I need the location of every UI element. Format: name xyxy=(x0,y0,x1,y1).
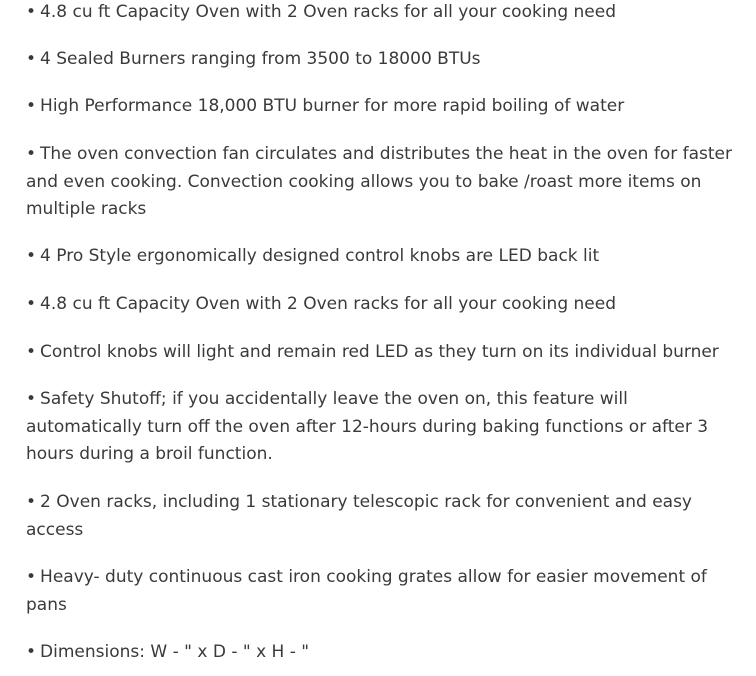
bullet: • xyxy=(26,246,37,266)
bullet: • xyxy=(26,294,37,314)
bullet: • xyxy=(26,49,37,69)
feature-text: Dimensions: W - " x D - " x H - " xyxy=(40,642,310,662)
feature-text: 4.8 cu ft Capacity Oven with 2 Oven racks for all your cooking need xyxy=(40,2,616,22)
feature-item xyxy=(26,639,738,667)
feature-item xyxy=(26,291,738,319)
feature-item xyxy=(26,386,738,469)
feature-text: Heavy- duty continuous cast iron cooking grates allow for easier movement of pans xyxy=(26,567,707,615)
feature-item xyxy=(26,489,738,544)
bullet: • xyxy=(26,144,37,164)
feature-item xyxy=(26,0,738,27)
feature-text: 2 Oven racks, including 1 stationary telescopic rack for convenient and easy access xyxy=(26,492,692,540)
feature-text: High Performance 18,000 BTU burner for more rapid boiling of water xyxy=(40,96,625,116)
feature-item xyxy=(26,141,738,224)
feature-item xyxy=(26,93,738,121)
feature-text: 4 Pro Style ergonomically designed control knobs are LED back lit xyxy=(40,246,600,266)
feature-item xyxy=(26,339,738,367)
feature-text: 4.8 cu ft Capacity Oven with 2 Oven racks for all your cooking need xyxy=(40,294,616,314)
bullet: • xyxy=(26,389,37,409)
bullet: • xyxy=(26,2,37,22)
feature-text: Control knobs will light and remain red LED as they turn on its individual burner xyxy=(40,342,719,362)
feature-item xyxy=(26,564,738,619)
feature-text: 4 Sealed Burners ranging from 3500 to 18000 BTUs xyxy=(40,49,481,69)
bullet: • xyxy=(26,642,37,662)
feature-item xyxy=(26,243,738,271)
feature-item xyxy=(26,46,738,74)
bullet: • xyxy=(26,342,37,362)
bullet: • xyxy=(26,96,37,116)
bullet: • xyxy=(26,567,37,587)
feature-text: Safety Shutoff; if you accidentally leave the oven on, this feature will automatically turn off the oven after 12-hours during baking functions or after 3 hours during a broil function. xyxy=(26,389,709,464)
feature-text: The oven convection fan circulates and distributes the heat in the oven for faster and even cooking. Convection cooking allows you to bake /roast more items on multiple racks xyxy=(26,144,732,219)
bullet: • xyxy=(26,492,37,512)
